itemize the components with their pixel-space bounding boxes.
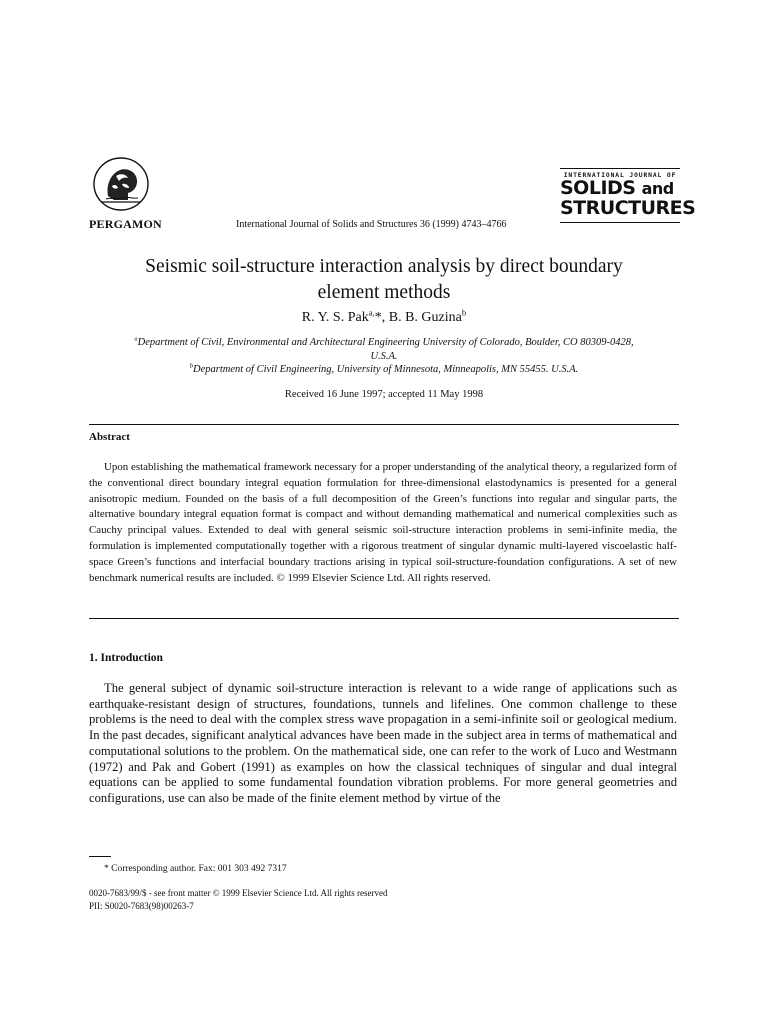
author-1: R. Y. S. Pak <box>301 310 369 325</box>
affiliation-b-text: Department of Civil Engineering, University of Minnesota, Minneapolis, MN 55455. U.S.A. <box>193 364 579 375</box>
footnote-mark: * <box>104 864 109 874</box>
brand-top-rule <box>560 168 680 169</box>
issn-line: 0020-7683/99/$ - see front matter © 1999 Elsevier Science Ltd. All rights reserved <box>89 888 388 898</box>
footnote-rule <box>89 856 111 857</box>
brand-small-caption: INTERNATIONAL JOURNAL OF <box>563 172 677 179</box>
affiliation-a-line-2: U.S.A. <box>370 351 398 362</box>
author-2: , B. B. Guzina <box>381 310 462 325</box>
affiliation-a-line-1: Department of Civil, Environmental and Architectural Engineering University of Colorado, Boulder, CO 80309-0428, <box>137 337 634 348</box>
author-list <box>60 307 708 326</box>
brand-line-1 <box>560 179 680 198</box>
affiliation-a-mark: a <box>134 335 138 343</box>
affiliation-b <box>89 363 679 377</box>
publisher-name: PERGAMON <box>89 217 162 231</box>
title-line-2: element methods <box>317 282 451 303</box>
pii-line: PII: S0020-7683(98)00263-7 <box>89 901 194 911</box>
title-line-1: Seismic soil-structure interaction analysis by direct boundary <box>145 256 623 277</box>
brand-and: and <box>641 179 674 198</box>
pergamon-logo-icon <box>92 156 150 212</box>
section-heading-introduction: 1. Introduction <box>89 652 163 664</box>
affiliation-a <box>89 336 679 364</box>
brand-solids: SOLIDS <box>560 177 636 199</box>
received-dates: Received 16 June 1997; accepted 11 May 1998 <box>284 389 484 400</box>
journal-brand <box>560 168 696 223</box>
abstract-bottom-rule <box>89 618 679 619</box>
abstract-heading: Abstract <box>89 431 130 443</box>
journal-citation: International Journal of Solids and Structures 36 (1999) 4743–4766 <box>236 219 507 230</box>
brand-bottom-rule <box>560 222 680 223</box>
footnote-text: Corresponding author. Fax: 001 303 492 7317 <box>108 864 287 874</box>
brand-structures: STRUCTURES <box>560 197 696 219</box>
abstract-top-rule <box>89 424 679 425</box>
corresponding-star: * <box>374 310 382 325</box>
introduction-text: The general subject of dynamic soil-structure interaction is relevant to a wide range of applications such as earthquake-resistant design of structures, foundations, tunnels and lifelines. One common challenge to these problems is the need to deal with the complex stress wave propagation in a semi-infinite soil or geological medium. In the past decades, significant analytical advances have been made in the subject area in terms of mathematical and computational solutions to the problem. On the mathematical side, one can refer to the work of Luco and Westmann (1972) and Pak and Gobert (1991) as examples on how the classical techniques of singular and dual integral equations can be applied to some fundamental foundation vibration problems. For more general geometries and configurations, use can also be made of the finite element method by virtue of the <box>89 681 677 805</box>
abstract-text: Upon establishing the mathematical framework necessary for a proper understanding of the analytical theory, a regularized form of the conventional direct boundary integral equation formulation for three-dimensional elastodynamics is presented for a general anisotropic medium. Founded on the basis of a full decomposition of the Green’s functions into regular and singular parts, the alternative boundary integral equation format is compact and without demanding mathematical and numerical complexities such as Cauchy principal values. Extended to deal with general seismic soil-structure interaction problems in semi-infinite media, the formulation is implemented computationally together with a rigorous treatment of singular dynamic multi-layered viscoelastic half-space Green’s functions and interfacial boundary tractions arising in typical soil-structure-foundation configurations. A set of new benchmark numerical results are included. © 1999 Elsevier Science Ltd. All rights reserved. <box>89 461 677 584</box>
affiliation-b-mark: b <box>189 362 193 370</box>
author-2-affiliation: b <box>461 307 467 318</box>
author-1-affiliation: a, <box>368 307 375 318</box>
footnote <box>104 864 287 874</box>
article-title <box>60 254 708 306</box>
